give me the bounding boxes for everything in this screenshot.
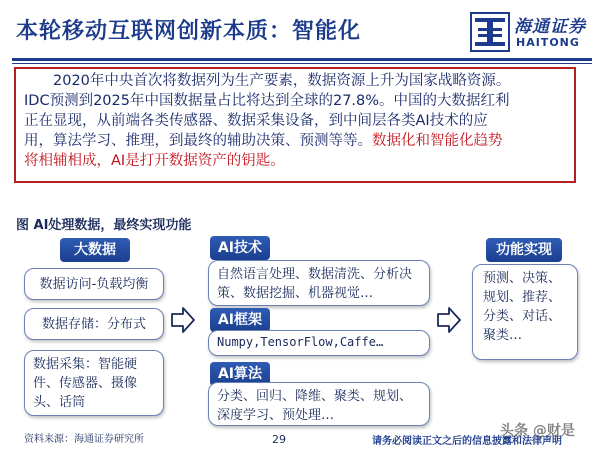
- header-rule: [12, 58, 592, 61]
- function-box: 预测、决策、规划、推荐、分类、对话、聚类…: [472, 264, 578, 360]
- disclaimer: 请务必阅读正文之后的信息披露和法律声明: [372, 436, 562, 447]
- watermark: 头条 @财是: [500, 423, 575, 439]
- ai-tech-box: 自然语言处理、数据清洗、分析决策、数据挖掘、机器视觉…: [208, 260, 430, 306]
- big-data-header: 大数据: [60, 238, 130, 262]
- summary-box: [14, 67, 576, 183]
- slide-title: 本轮移动互联网创新本质：智能化: [16, 19, 362, 44]
- header-rule-thin: [12, 63, 592, 64]
- source-note: 资料来源：海通证券研究所: [24, 434, 144, 445]
- summary-highlight: 数据化和智能化趋势: [372, 133, 503, 149]
- figure-caption: 图 AI处理数据，最终实现功能: [16, 218, 192, 233]
- function-header: 功能实现: [486, 238, 562, 262]
- summary-text: 用，算法学习、推理，到最终的辅助决策、预测等等。: [24, 133, 372, 149]
- summary-line: IDC预测到2025年中国数据量占比将达到全球的27.8%。中国的大数据红利: [24, 93, 510, 109]
- ai-framework-box: Numpy,TensorFlow,Caffe…: [208, 330, 430, 356]
- summary-line: 2020年中央首次将数据列为生产要素，数据资源上升为国家战略资源。: [24, 73, 511, 89]
- big-data-item-load-balance: 数据访问-负载均衡: [24, 268, 164, 300]
- logo-text-en: HAITONG: [516, 36, 580, 49]
- ai-tech-header: AI技术: [210, 236, 270, 260]
- page-number: 29: [272, 433, 286, 446]
- haitong-logo: [470, 10, 592, 58]
- summary-line: [24, 131, 566, 151]
- haitong-logo-icon: [470, 12, 510, 52]
- arrow-right-icon: [436, 306, 462, 334]
- summary-line: 正在显现，从前端各类传感器、数据采集设备，到中间层各类AI技术的应: [24, 113, 488, 129]
- ai-framework-header: AI框架: [210, 308, 270, 332]
- logo-text-cn: 海通证券: [514, 17, 586, 37]
- ai-algorithm-header: AI算法: [210, 362, 270, 386]
- arrow-right-icon: [170, 306, 196, 334]
- big-data-item-storage: 数据存储：分布式: [24, 308, 164, 340]
- summary-highlight: 将相辅相成，AI是打开数据资产的钥匙。: [24, 153, 285, 169]
- ai-algorithm-box: 分类、回归、降维、聚类、规划、深度学习、预处理…: [208, 382, 430, 426]
- big-data-item-collection: 数据采集：智能硬件、传感器、摄像头、话筒: [24, 350, 164, 416]
